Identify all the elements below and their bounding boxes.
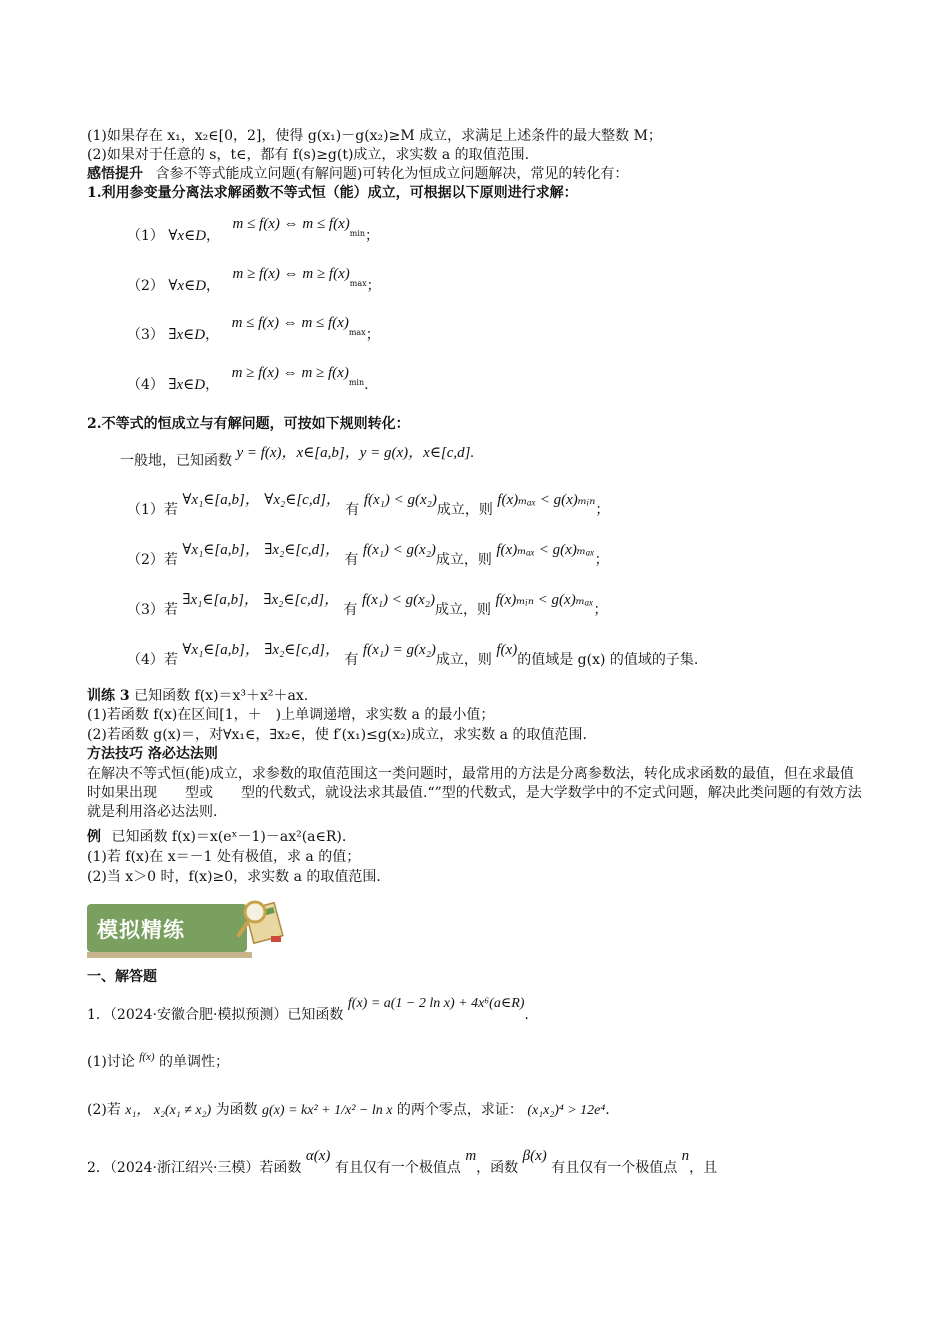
item-number: （2）若 — [127, 552, 178, 568]
item-expr: m ≤ f(x) ⇔ m ≤ f(x) — [232, 216, 350, 232]
rule2-item — [127, 542, 609, 570]
tip-text: 含参不等式能成立问题(有解问题)可转化为恒成立问题解决，常见的转化有： — [155, 166, 629, 182]
method-paragraph: 在解决不等式恒(能)成立，求参数的取值范围这一类问题时，最常用的方法是分离参数法，转化成求函数的最值，但在求最值时如果出现 型或 型的代数式，就设法求其最值.“”型的代数式，是大学数学中的不定式问题，解决此类问题的有效方法就是利用洛必达法则. — [87, 766, 862, 820]
section-heading: 一、解答题 — [87, 969, 157, 985]
q-prefix: (1)讨论 — [87, 1054, 135, 1070]
rule2-intro — [120, 445, 475, 471]
train3-stem-line — [87, 687, 308, 706]
item-sub: max — [348, 328, 366, 337]
method-title: 方法技巧 洛必达法则 — [87, 746, 218, 762]
train3-stem: 已知函数 f(x)＝x³＋x²＋ax. — [134, 688, 309, 704]
text-line: (1)如果存在 x₁，x₂∈[0，2]，使得 g(x₁)－g(x₂)≥M 成立，求满足上述条件的最大整数 M； — [87, 128, 662, 144]
item-number: （4） — [127, 377, 164, 393]
section-banner — [87, 892, 277, 964]
example-stem: 已知函数 f(x)＝x(eˣ－1)－ax²(a∈R). — [111, 829, 347, 845]
item-quantifier: ∀x∈D — [168, 228, 207, 244]
item-number: （2） — [127, 278, 164, 294]
rule1-title: 1.利用参变量分离法求解函数不等式恒（能）成立，可根据以下原则进行求解： — [87, 185, 578, 201]
rule2-item — [127, 492, 610, 520]
item-have: 有 — [344, 552, 359, 568]
item-expr: m ≥ f(x) ⇔ m ≥ f(x) — [231, 365, 349, 381]
item-number: （1）若 — [127, 502, 178, 518]
item-number: （3） — [127, 327, 164, 343]
item-number: （4）若 — [127, 652, 178, 668]
text-line: (2)若函数 g(x)＝，对∀x₁∈，∃x₂∈，使 f′(x₁)≤g(x₂)成立，求实数 a 的取值范围. — [87, 727, 587, 743]
item-q1: ∃x₁∈[a,b]， — [182, 592, 259, 608]
tip-label: 感悟提升 — [87, 166, 143, 182]
problem-text: ，函数 — [476, 1160, 519, 1176]
intro-prefix: 一般地，已知函数 — [120, 453, 232, 469]
item-q1: ∀x₁∈[a,b]， — [182, 642, 260, 658]
item-have: 有 — [345, 502, 360, 518]
item-cond: f(x₁) < g(x₂) — [362, 542, 436, 558]
item-q2: ∃x₂∈[c,d]， — [264, 642, 340, 658]
item-end: . — [364, 377, 369, 393]
banner-label: 模拟精练 — [97, 918, 185, 942]
problem-1-q2 — [87, 1101, 610, 1120]
rule2-item — [127, 592, 608, 620]
item-cond: f(x₁) = g(x₂) — [362, 642, 436, 658]
item-end: ； — [365, 327, 380, 343]
problem-2-stem — [87, 1148, 718, 1178]
rule2-title: 2.不等式的恒成立与有解问题，可按如下规则转化： — [87, 416, 410, 432]
item-sub: min — [349, 229, 366, 238]
q-expr: (x₁x₂)⁴ > 12e⁴ — [527, 1103, 606, 1118]
problem-text: ，且 — [689, 1160, 718, 1176]
item-have: 有 — [343, 602, 358, 618]
problem-text: 1．（2024·安徽合肥·模拟预测）已知函数 — [87, 1007, 344, 1023]
item-cond: f(x₁) < g(x₂) — [361, 592, 435, 608]
example-stem-line — [87, 828, 346, 847]
item-sub: min — [348, 378, 365, 387]
item-expr: m ≤ f(x) ⇔ m ≤ f(x) — [231, 315, 349, 331]
item-quantifier: ∃x∈D — [168, 377, 206, 393]
item-end: ； — [594, 552, 609, 568]
text-line: (2)如果对于任意的 s，t∈，都有 f(s)≥g(t)成立，求实数 a 的取值范围. — [87, 147, 530, 163]
item-mid: 成立，则 — [436, 502, 493, 518]
item-end: ； — [365, 228, 380, 244]
item-quantifier: ∀x∈D — [168, 278, 207, 294]
item-end: 的值域是 g(x) 的值域的子集. — [517, 652, 699, 668]
item-q2: ∀x₂∈[c,d]， — [264, 492, 341, 508]
item-end: ； — [366, 278, 381, 294]
item-number: （3）若 — [127, 602, 178, 618]
book-magnifier-icon — [237, 892, 287, 952]
item-quantifier: ∃x∈D — [168, 327, 206, 343]
item-result: f(x)ₘₐₓ < g(x)ₘₐₓ — [496, 542, 595, 558]
q-end: . — [605, 1102, 610, 1118]
item-mid: 成立，则 — [435, 552, 492, 568]
item-expr: m ≥ f(x) ⇔ m ≥ f(x) — [232, 266, 350, 282]
problem-text: 有且仅有一个极值点 — [551, 1160, 678, 1176]
problem-end: . — [524, 1007, 529, 1023]
item-q1: ∀x₁∈[a,b]， — [182, 492, 260, 508]
item-q2: ∃x₂∈[c,d]， — [263, 592, 340, 608]
problem-1-stem — [87, 996, 529, 1025]
item-sep: ， — [206, 228, 221, 244]
item-have: 有 — [344, 652, 359, 668]
q-expr: x₁， x₂(x₁ ≠ x₂) — [125, 1103, 212, 1118]
text-line: (1)若函数 f(x)在区间[1，＋ )上单调递增，求实数 a 的最小值； — [87, 707, 495, 723]
item-number: （1） — [127, 228, 164, 244]
item-end: ； — [593, 602, 608, 618]
q-suffix: 的单调性； — [159, 1054, 230, 1070]
item-sep: ， — [205, 327, 220, 343]
item-sep: ， — [206, 278, 221, 294]
item-sep: ， — [205, 377, 220, 393]
problem-expr: β(x) — [522, 1148, 547, 1164]
item-mid: 成立，则 — [435, 652, 492, 668]
q-expr: f(x) — [139, 1051, 155, 1063]
item-q2: ∃x₂∈[c,d]， — [264, 542, 340, 558]
text-line: (2)当 x＞0 时，f(x)≥0，求实数 a 的取值范围. — [87, 869, 381, 885]
item-result: f(x)ₘᵢₙ < g(x)ₘₐₓ — [495, 592, 594, 608]
rule2-item — [127, 642, 699, 670]
q-prefix: (2)若 — [87, 1102, 121, 1118]
problem-text: 2．（2024·浙江绍兴·三模）若函数 — [87, 1160, 302, 1176]
intro-math: y = f(x)，x∈[a,b]，y = g(x)，x∈[c,d]. — [236, 445, 475, 461]
problem-expr: f(x) = a(1 − 2 ln x) + 4x⁶(a∈R) — [347, 996, 525, 1011]
problem-expr: m — [465, 1148, 477, 1164]
item-q1: ∀x₁∈[a,b]， — [182, 542, 260, 558]
problem-expr: α(x) — [305, 1148, 331, 1164]
item-mid: 成立，则 — [435, 602, 491, 618]
train3-label: 训练 3 — [87, 688, 130, 704]
item-result: f(x) — [496, 642, 518, 658]
q-expr: g(x) = kx² + 1/x² − ln x — [262, 1103, 393, 1118]
problem-text: 有且仅有一个极值点 — [334, 1160, 461, 1176]
problem-expr: n — [681, 1148, 690, 1164]
q-middle: 为函数 — [215, 1102, 258, 1118]
problem-1-q1 — [87, 1053, 229, 1073]
item-cond: f(x₁) < g(x₂) — [363, 492, 437, 508]
item-result: f(x)ₘₐₓ < g(x)ₘᵢₙ — [497, 492, 596, 508]
q-suffix: 的两个零点，求证： — [396, 1102, 523, 1118]
item-end: ； — [595, 502, 610, 518]
example-label: 例 — [87, 829, 101, 845]
banner-underline — [87, 952, 252, 958]
item-sub: max — [349, 279, 367, 288]
text-line: (1)若 f(x)在 x＝－1 处有极值，求 a 的值； — [87, 849, 361, 865]
tip-line — [87, 165, 628, 184]
